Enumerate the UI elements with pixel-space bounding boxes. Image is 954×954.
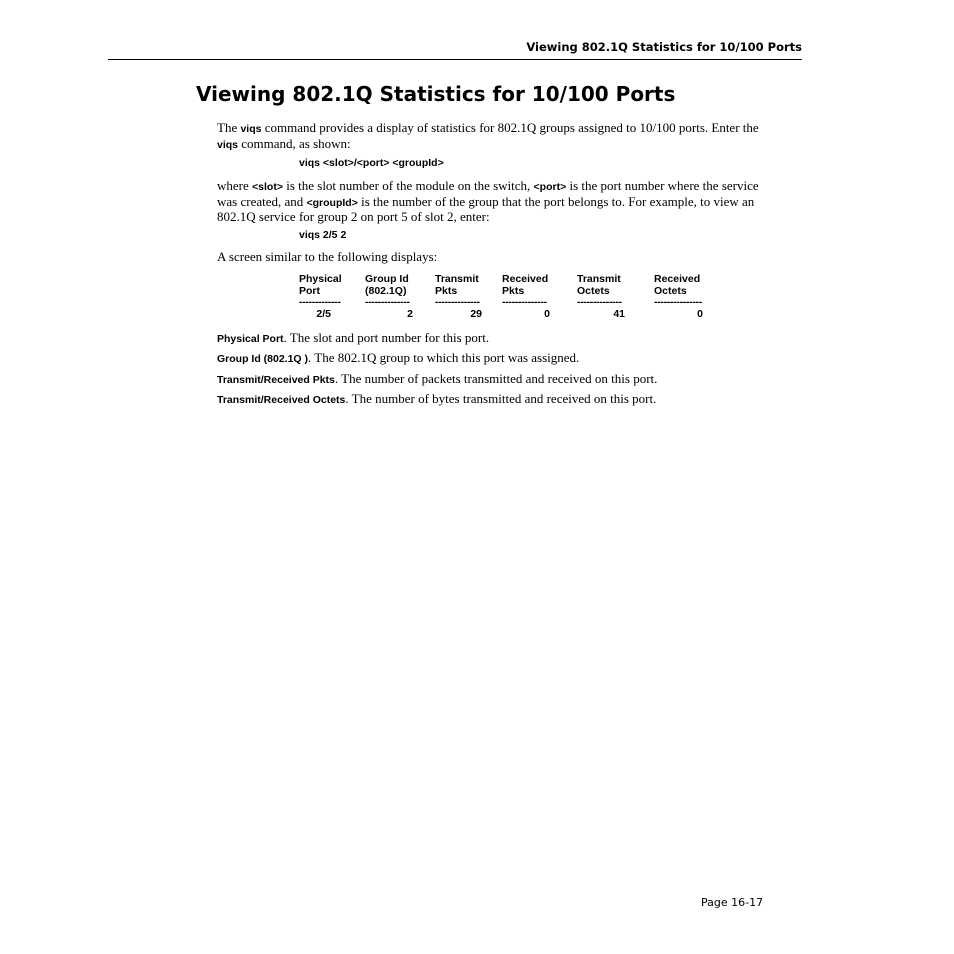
port-param: <port>: [533, 181, 567, 193]
stats-column-received-pkts: Received Pkts -------------- 0: [502, 273, 550, 320]
definition-physical-port: Physical Port. The slot and port number for this port.: [217, 330, 490, 345]
definition-group-id: Group Id (802.1Q ). The 802.1Q group to which this port was assigned.: [217, 350, 580, 365]
definition-term: Physical Port: [217, 333, 284, 345]
command-keyword: viqs: [240, 123, 262, 135]
intro-paragraph: The viqs command provides a display of statistics for 802.1Q groups assigned to 10/100 ports. Enter the viqs command, as shown:: [217, 120, 759, 151]
stats-column-transmit-octets: Transmit Octets -------------- 41: [577, 273, 625, 320]
command-example: viqs 2/5 2: [299, 229, 347, 241]
definition-term: Group Id (802.1Q ): [217, 353, 309, 365]
slot-param: <slot>: [252, 181, 283, 193]
definition-transmit-received-pkts: Transmit/Received Pkts. The number of packets transmitted and received on this port.: [217, 371, 658, 386]
command-syntax: viqs <slot>/<port> <groupId>: [299, 157, 444, 169]
stats-value: 29: [470, 308, 482, 320]
stats-column-group-id: Group Id (802.1Q) -------------- 2: [365, 273, 413, 320]
command-keyword: viqs: [217, 138, 239, 151]
where-paragraph: where <slot> is the slot number of the module on the switch, <port> is the port number where the service was created, and <groupId> is the number of the group that the port belongs to. For example, to view an 802.1Q service for group 2 on port 5 of slot 2, enter:: [217, 178, 759, 224]
header-rule: [108, 59, 802, 60]
definition-transmit-received-octets: Transmit/Received Octets. The number of bytes transmitted and received on this port.: [217, 391, 657, 406]
page-title: Viewing 802.1Q Statistics for 10/100 Ports: [196, 82, 676, 106]
stats-value: 0: [697, 308, 703, 320]
screen-intro: A screen similar to the following displays:: [217, 249, 438, 264]
stats-column-physical-port: Physical Port ------------- 2/5: [299, 273, 342, 320]
stats-value: 2/5: [316, 308, 331, 320]
definition-term: Transmit/Received Pkts: [217, 374, 335, 386]
stats-value: 2: [407, 308, 413, 320]
definition-term: Transmit/Received Octets: [217, 394, 346, 406]
stats-column-received-octets: Received Octets --------------- 0: [654, 273, 703, 320]
groupid-param: <groupId>: [306, 196, 358, 209]
page-number: Page 16-17: [701, 896, 764, 909]
stats-value: 0: [544, 308, 550, 320]
running-header: Viewing 802.1Q Statistics for 10/100 Ports: [526, 40, 802, 54]
stats-value: 41: [613, 308, 625, 320]
stats-column-transmit-pkts: Transmit Pkts -------------- 29: [435, 273, 482, 320]
